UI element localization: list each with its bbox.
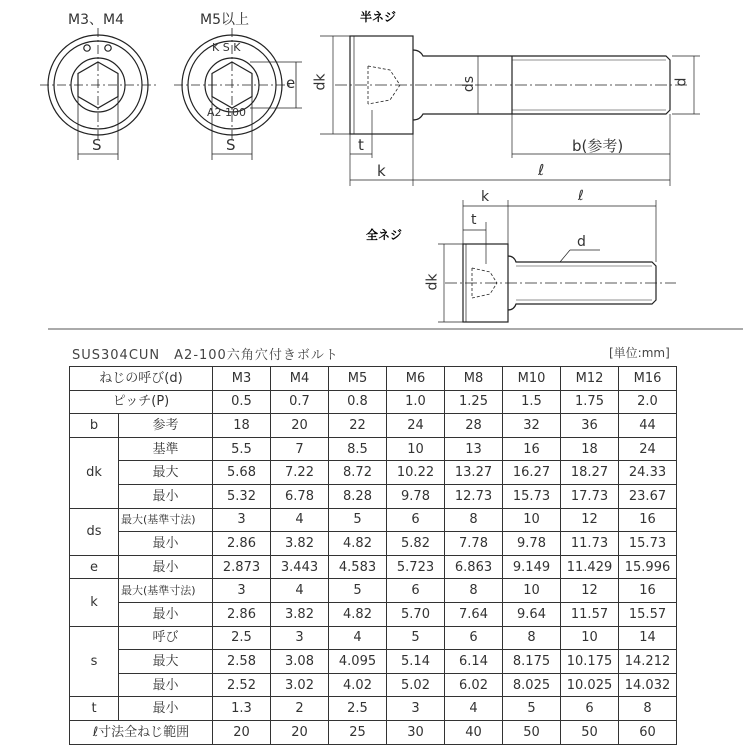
value-cell: 20 <box>271 720 329 744</box>
k-row <box>70 602 677 626</box>
header-cell: ねじの呼び(d) <box>70 367 213 391</box>
label-l-half: ℓ <box>538 161 545 179</box>
row-label: 最大 <box>119 650 213 674</box>
value-cell: 14.032 <box>619 673 677 697</box>
value-cell: 5.14 <box>387 650 445 674</box>
t-row <box>70 697 677 721</box>
pitch-row <box>70 390 677 414</box>
label-e: e <box>286 74 296 92</box>
value-cell: 5.32 <box>213 484 271 508</box>
s-row <box>70 650 677 674</box>
value-cell: 3.02 <box>271 673 329 697</box>
value-cell: 2.0 <box>619 390 677 414</box>
value-cell: 15.73 <box>619 532 677 556</box>
row-label: 最小 <box>119 532 213 556</box>
value-cell: 0.7 <box>271 390 329 414</box>
full-thread-title: 全ネジ <box>366 228 403 242</box>
value-cell: 5 <box>329 508 387 532</box>
label-b: b(参考) <box>572 137 624 155</box>
size-header-cell: M4 <box>271 367 329 391</box>
row-label: 最小 <box>119 602 213 626</box>
value-cell: 4.02 <box>329 673 387 697</box>
value-cell: 24 <box>387 414 445 438</box>
value-cell: 20 <box>213 720 271 744</box>
label-d-full: d <box>577 234 586 250</box>
value-cell: 3.08 <box>271 650 329 674</box>
value-cell: 22 <box>329 414 387 438</box>
value-cell: 7.64 <box>445 602 503 626</box>
value-cell: 1.3 <box>213 697 271 721</box>
a2-100-mark: A2 100 <box>207 106 247 119</box>
value-cell: 30 <box>387 720 445 744</box>
label-dk-full: dk <box>424 273 441 291</box>
value-cell: 3.82 <box>271 602 329 626</box>
group-label: dk <box>70 437 119 508</box>
value-cell: 5 <box>503 697 561 721</box>
value-cell: 60 <box>619 720 677 744</box>
label-s-right: S <box>226 136 236 154</box>
size-header-cell: M8 <box>445 367 503 391</box>
value-cell: 3 <box>213 579 271 603</box>
value-cell: 28 <box>445 414 503 438</box>
size-header-cell: M16 <box>619 367 677 391</box>
value-cell: 13 <box>445 437 503 461</box>
b-row <box>70 414 677 438</box>
row-label: 最小 <box>119 555 213 579</box>
value-cell: 16.27 <box>503 461 561 485</box>
value-cell: 5 <box>387 626 445 650</box>
value-cell: 44 <box>619 414 677 438</box>
value-cell: 6 <box>387 579 445 603</box>
value-cell: 8.025 <box>503 673 561 697</box>
value-cell: 4 <box>271 508 329 532</box>
value-cell: 2.873 <box>213 555 271 579</box>
value-cell: 16 <box>503 437 561 461</box>
e-row <box>70 555 677 579</box>
value-cell: 6.863 <box>445 555 503 579</box>
value-cell: 3 <box>271 626 329 650</box>
value-cell: 0.8 <box>329 390 387 414</box>
value-cell: 2.52 <box>213 673 271 697</box>
row-label: ℓ寸法全ねじ範囲 <box>70 720 213 744</box>
size-header-cell: M6 <box>387 367 445 391</box>
value-cell: 6 <box>561 697 619 721</box>
value-cell: 10 <box>503 579 561 603</box>
circle-right-title: M5以上 <box>200 12 249 28</box>
circle-left-title: M3、M4 <box>68 12 124 28</box>
value-cell: 8.72 <box>329 461 387 485</box>
row-label: ピッチ(P) <box>70 390 213 414</box>
value-cell: 10 <box>503 508 561 532</box>
row-label: 最小 <box>119 673 213 697</box>
group-label: t <box>70 697 119 721</box>
row-label: 基準 <box>119 437 213 461</box>
value-cell: 4.095 <box>329 650 387 674</box>
value-cell: 8 <box>503 626 561 650</box>
label-l-full: ℓ <box>578 188 584 204</box>
value-cell: 50 <box>561 720 619 744</box>
value-cell: 11.429 <box>561 555 619 579</box>
value-cell: 1.25 <box>445 390 503 414</box>
value-cell: 7.22 <box>271 461 329 485</box>
value-cell: 6 <box>387 508 445 532</box>
value-cell: 5.70 <box>387 602 445 626</box>
value-cell: 20 <box>271 414 329 438</box>
value-cell: 4.82 <box>329 602 387 626</box>
row-label: 最小 <box>119 484 213 508</box>
k-row <box>70 579 677 603</box>
value-cell: 6 <box>445 626 503 650</box>
row-label: 最大(基準寸法) <box>119 508 213 532</box>
value-cell: 7.78 <box>445 532 503 556</box>
value-cell: 3.443 <box>271 555 329 579</box>
value-cell: 10 <box>387 437 445 461</box>
value-cell: 5.68 <box>213 461 271 485</box>
value-cell: 12 <box>561 508 619 532</box>
value-cell: 17.73 <box>561 484 619 508</box>
value-cell: 25 <box>329 720 387 744</box>
value-cell: 2.86 <box>213 602 271 626</box>
value-cell: 8 <box>445 579 503 603</box>
value-cell: 4 <box>329 626 387 650</box>
value-cell: 7 <box>271 437 329 461</box>
value-cell: 18 <box>561 437 619 461</box>
value-cell: 5.723 <box>387 555 445 579</box>
value-cell: 9.78 <box>503 532 561 556</box>
value-cell: 1.75 <box>561 390 619 414</box>
value-cell: 9.64 <box>503 602 561 626</box>
value-cell: 4.583 <box>329 555 387 579</box>
value-cell: 13.27 <box>445 461 503 485</box>
ksk-mark: K S K <box>212 41 241 54</box>
value-cell: 2.58 <box>213 650 271 674</box>
value-cell: 14.212 <box>619 650 677 674</box>
value-cell: 8.5 <box>329 437 387 461</box>
label-ds: ds <box>461 75 478 93</box>
value-cell: 2.5 <box>329 697 387 721</box>
value-cell: 9.149 <box>503 555 561 579</box>
value-cell: 10.175 <box>561 650 619 674</box>
value-cell: 8.175 <box>503 650 561 674</box>
value-cell: 5 <box>329 579 387 603</box>
value-cell: 0.5 <box>213 390 271 414</box>
row-label: 最小 <box>119 697 213 721</box>
value-cell: 1.0 <box>387 390 445 414</box>
row-label: 参考 <box>119 414 213 438</box>
value-cell: 12.73 <box>445 484 503 508</box>
value-cell: 15.57 <box>619 602 677 626</box>
size-header-cell: M3 <box>213 367 271 391</box>
value-cell: 4 <box>445 697 503 721</box>
value-cell: 6.78 <box>271 484 329 508</box>
value-cell: 50 <box>503 720 561 744</box>
value-cell: 8.28 <box>329 484 387 508</box>
label-dk-half: dk <box>312 73 329 91</box>
value-cell: 5.02 <box>387 673 445 697</box>
full-thread-row <box>70 720 677 744</box>
value-cell: 5.82 <box>387 532 445 556</box>
label-k-full: k <box>481 189 490 205</box>
row-label: 最大 <box>119 461 213 485</box>
value-cell: 11.73 <box>561 532 619 556</box>
value-cell: 24 <box>619 437 677 461</box>
s-row <box>70 673 677 697</box>
value-cell: 3 <box>213 508 271 532</box>
value-cell: 4.82 <box>329 532 387 556</box>
ds-row <box>70 508 677 532</box>
label-k-half: k <box>377 162 386 180</box>
value-cell: 6.14 <box>445 650 503 674</box>
dk-row <box>70 461 677 485</box>
s-row <box>70 626 677 650</box>
value-cell: 2.5 <box>213 626 271 650</box>
value-cell: 36 <box>561 414 619 438</box>
size-header-cell: M12 <box>561 367 619 391</box>
bolt-drawing-svg <box>0 0 743 330</box>
dk-row <box>70 484 677 508</box>
value-cell: 16 <box>619 579 677 603</box>
label-s-left: S <box>92 136 102 154</box>
value-cell: 10.22 <box>387 461 445 485</box>
value-cell: 6.02 <box>445 673 503 697</box>
specification-table <box>69 366 677 745</box>
size-header-cell: M5 <box>329 367 387 391</box>
table-title: SUS304CUN A2-100六角穴付きボルト <box>72 348 339 363</box>
value-cell: 9.78 <box>387 484 445 508</box>
group-label: k <box>70 579 119 626</box>
value-cell: 5.5 <box>213 437 271 461</box>
value-cell: 11.57 <box>561 602 619 626</box>
value-cell: 10.025 <box>561 673 619 697</box>
dk-row <box>70 437 677 461</box>
value-cell: 3 <box>387 697 445 721</box>
label-t-half: t <box>358 136 364 154</box>
value-cell: 15.73 <box>503 484 561 508</box>
value-cell: 24.33 <box>619 461 677 485</box>
value-cell: 8 <box>619 697 677 721</box>
value-cell: 18 <box>213 414 271 438</box>
row-label: 最大(基準寸法) <box>119 579 213 603</box>
row-label: 呼び <box>119 626 213 650</box>
label-d-half: d <box>673 77 690 87</box>
value-cell: 10 <box>561 626 619 650</box>
value-cell: 15.996 <box>619 555 677 579</box>
value-cell: 12 <box>561 579 619 603</box>
label-t-full: t <box>471 212 477 228</box>
value-cell: 23.67 <box>619 484 677 508</box>
table-header-row <box>70 367 677 391</box>
value-cell: 2 <box>271 697 329 721</box>
value-cell: 18.27 <box>561 461 619 485</box>
value-cell: 4 <box>271 579 329 603</box>
group-label: ds <box>70 508 119 555</box>
value-cell: 32 <box>503 414 561 438</box>
group-label: s <box>70 626 119 697</box>
group-label: e <box>70 555 119 579</box>
ds-row <box>70 532 677 556</box>
value-cell: 8 <box>445 508 503 532</box>
value-cell: 3.82 <box>271 532 329 556</box>
value-cell: 16 <box>619 508 677 532</box>
half-thread-title: 半ネジ <box>360 10 397 24</box>
size-header-cell: M10 <box>503 367 561 391</box>
group-label: b <box>70 414 119 438</box>
value-cell: 1.5 <box>503 390 561 414</box>
unit-label: [単位:mm] <box>609 346 670 360</box>
value-cell: 14 <box>619 626 677 650</box>
value-cell: 40 <box>445 720 503 744</box>
value-cell: 2.86 <box>213 532 271 556</box>
technical-drawing <box>0 0 743 330</box>
